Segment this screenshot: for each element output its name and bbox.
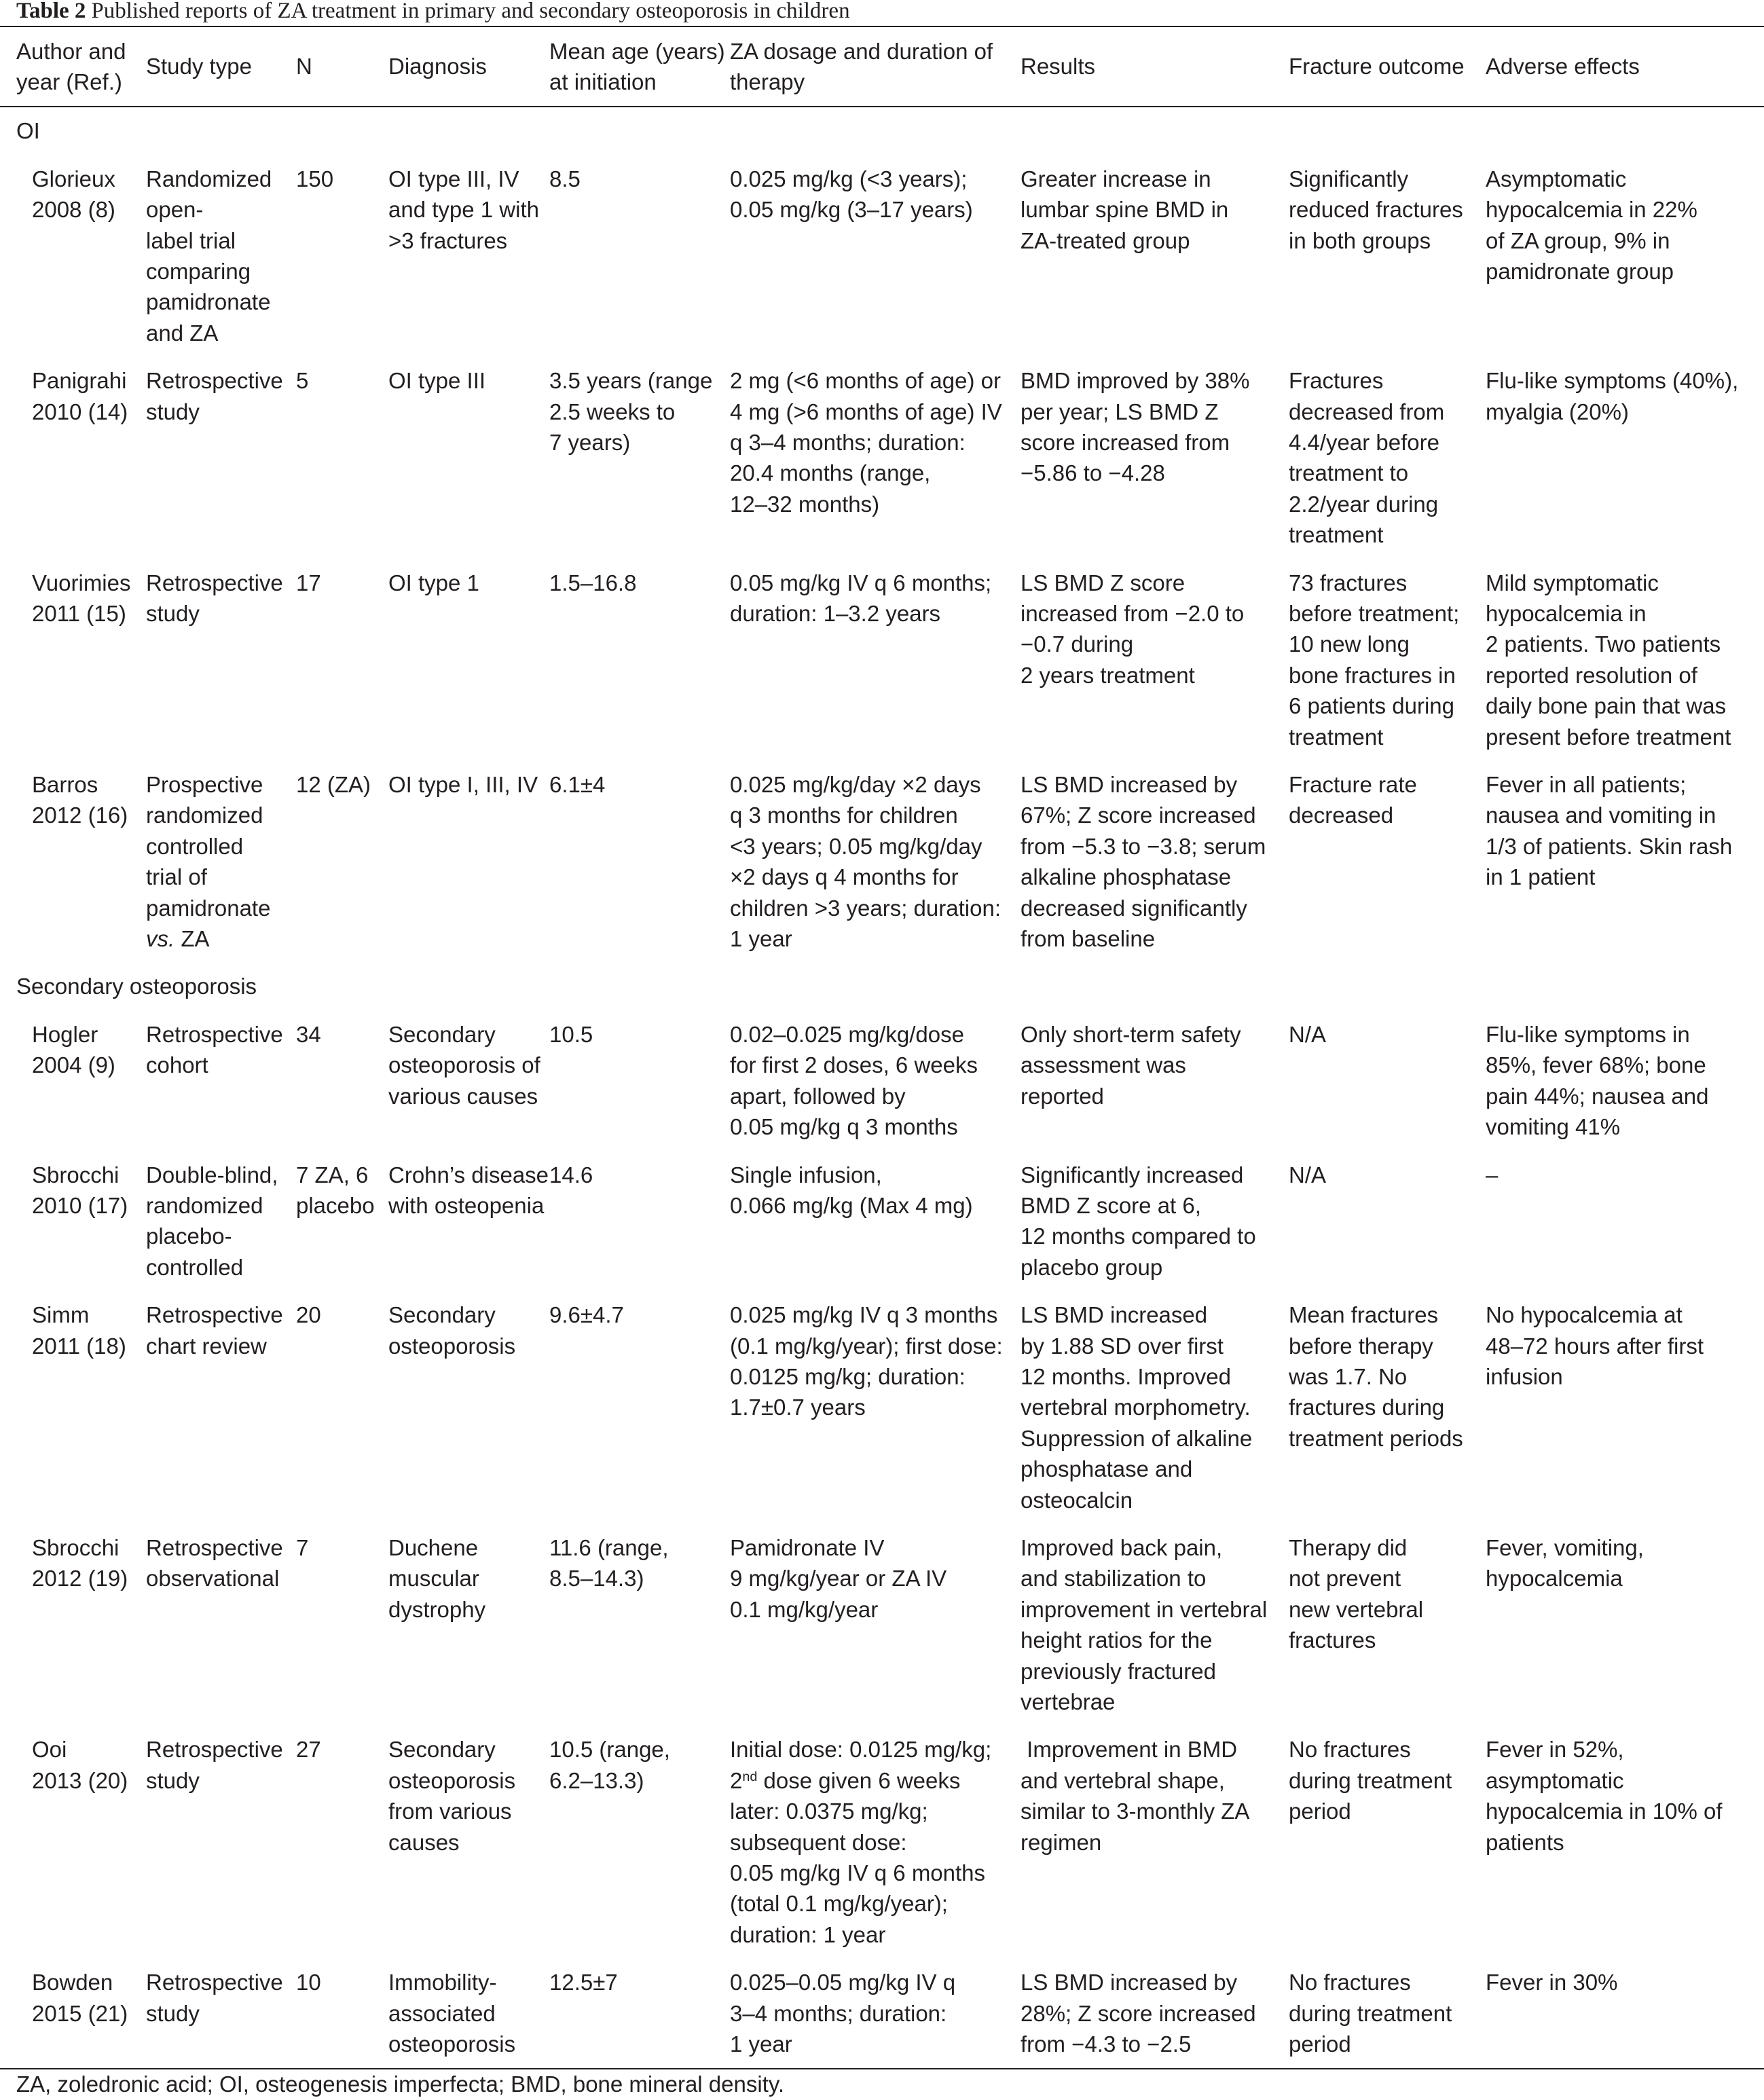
column-header-adverse-effects <box>1486 27 1764 107</box>
cell-fracture-outcome <box>1289 559 1486 760</box>
section-label-text: OI <box>16 118 40 144</box>
cell-dosage <box>730 1726 1021 1959</box>
cell-adverse-effects <box>1486 1726 1764 1959</box>
column-header-label: Mean age (years) at initiation <box>549 38 725 94</box>
cell-mean-age <box>549 559 730 760</box>
cell-text: N/A <box>1289 1021 1327 1047</box>
cell-dosage <box>730 1151 1021 1291</box>
cell-text: Double-blind, randomized placebo- controlled <box>146 1162 278 1280</box>
cell-adverse-effects <box>1486 761 1764 963</box>
cell-author <box>0 559 146 760</box>
table-row <box>0 357 1764 559</box>
cell-n <box>296 155 388 356</box>
cell-text: Sbrocchi 2010 (17) <box>32 1162 128 1218</box>
cell-diagnosis <box>388 761 549 963</box>
column-header-n <box>296 27 388 107</box>
table-number-label: Table 2 <box>16 0 86 23</box>
cell-n <box>296 1726 388 1959</box>
superscript-text: nd <box>742 1769 758 1784</box>
cell-n <box>296 357 388 559</box>
cell-results <box>1021 1524 1289 1725</box>
table-row <box>0 1726 1764 1959</box>
cell-n <box>296 1959 388 2069</box>
column-header-results <box>1021 27 1289 107</box>
cell-text: N/A <box>1289 1162 1327 1187</box>
text-segment: Prospective randomized controlled trial of pamidronate <box>146 772 271 921</box>
cell-mean-age <box>549 761 730 963</box>
cell-text: No fractures during treatment period <box>1289 1737 1452 1824</box>
cell-results <box>1021 559 1289 760</box>
cell-author <box>0 1010 146 1151</box>
cell-study-type <box>146 155 296 356</box>
section-label <box>0 107 1764 155</box>
cell-dosage <box>730 357 1021 559</box>
header-row <box>0 27 1764 107</box>
cell-study-type <box>146 1151 296 1291</box>
cell-fracture-outcome <box>1289 357 1486 559</box>
cell-results <box>1021 357 1289 559</box>
cell-text: Retrospective study <box>146 570 283 626</box>
cell-author <box>0 1291 146 1524</box>
cell-author <box>0 357 146 559</box>
cell-study-type <box>146 1726 296 1959</box>
cell-text: Retrospective study <box>146 368 283 424</box>
cell-author <box>0 1151 146 1291</box>
cell-fracture-outcome <box>1289 1959 1486 2069</box>
cell-text: Retrospective chart review <box>146 1302 283 1359</box>
table-row <box>0 1151 1764 1291</box>
cell-n <box>296 1010 388 1151</box>
cell-study-type <box>146 1959 296 2069</box>
cell-study-type <box>146 1524 296 1725</box>
cell-text: 12 (ZA) <box>296 772 371 798</box>
cell-text: Sbrocchi 2012 (19) <box>32 1534 128 1591</box>
cell-text: 3.5 years (range 2.5 weeks to 7 years) <box>549 368 713 455</box>
cell-text: Secondary osteoporosis of various causes <box>388 1021 540 1109</box>
cell-text: Fever, vomiting, hypocalcemia <box>1486 1534 1644 1591</box>
cell-text: 5 <box>296 368 309 394</box>
cell-text: OI type I, III, IV <box>388 772 538 798</box>
cell-text: No fractures during treatment period <box>1289 1970 1452 2057</box>
column-header-label: Adverse effects <box>1486 54 1640 79</box>
cell-text <box>146 769 296 954</box>
italic-text: vs. <box>146 926 175 952</box>
cell-mean-age <box>549 1726 730 1959</box>
cell-mean-age <box>549 1010 730 1151</box>
cell-results <box>1021 1151 1289 1291</box>
table-row <box>0 761 1764 963</box>
cell-results <box>1021 1959 1289 2069</box>
cell-adverse-effects <box>1486 1524 1764 1725</box>
cell-mean-age <box>549 357 730 559</box>
cell-text: 0.05 mg/kg IV q 6 months; duration: 1–3.2 years <box>730 570 992 626</box>
cell-text: Retrospective cohort <box>146 1021 283 1078</box>
cell-text <box>730 1734 1021 1950</box>
cell-diagnosis <box>388 1524 549 1725</box>
cell-text: LS BMD Z score increased from −2.0 to −0.7 during 2 years treatment <box>1021 570 1245 688</box>
cell-text: 2 mg (<6 months of age) or 4 mg (>6 months of age) IV q 3–4 months; duration: 20.4 months (range, 12–32 months) <box>730 368 1002 517</box>
cell-adverse-effects <box>1486 559 1764 760</box>
cell-fracture-outcome <box>1289 761 1486 963</box>
cell-text: 9.6±4.7 <box>549 1302 624 1328</box>
cell-text: Significantly reduced fractures in both groups <box>1289 166 1463 253</box>
cell-text: Fever in 30% <box>1486 1970 1618 1995</box>
cell-text: 0.025–0.05 mg/kg IV q 3–4 months; duration: 1 year <box>730 1970 956 2057</box>
column-header-fracture-outcome <box>1289 27 1486 107</box>
cell-text: LS BMD increased by 1.88 SD over first 12 months. Improved vertebral morphometry. Suppression of alkaline phosphatase and osteocalcin <box>1021 1302 1253 1513</box>
column-header-label: Results <box>1021 54 1096 79</box>
column-header-label: Diagnosis <box>388 54 487 79</box>
cell-text: 7 ZA, 6 placebo <box>296 1162 375 1218</box>
table-row <box>0 559 1764 760</box>
cell-text: Retrospective study <box>146 1737 283 1793</box>
cell-adverse-effects <box>1486 1959 1764 2069</box>
cell-text: LS BMD increased by 67%; Z score increased from −5.3 to −3.8; serum alkaline phosphatase decreased significantly from baseline <box>1021 772 1266 952</box>
cell-text: 34 <box>296 1021 321 1047</box>
cell-text: 73 fractures before treatment; 10 new long bone fractures in 6 patients during treatment <box>1289 570 1460 750</box>
cell-dosage <box>730 155 1021 356</box>
cell-text: Hogler 2004 (9) <box>32 1021 115 1078</box>
table-title-text: Published reports of ZA treatment in primary and secondary osteoporosis in children <box>91 0 850 23</box>
cell-text: BMD improved by 38% per year; LS BMD Z score increased from −5.86 to −4.28 <box>1021 368 1250 486</box>
cell-text: Improved back pain, and stabilization to improvement in vertebral height ratios for the previously fractured vertebrae <box>1021 1534 1268 1714</box>
cell-results <box>1021 1291 1289 1524</box>
table-row <box>0 1524 1764 1725</box>
table-body <box>0 107 1764 2069</box>
cell-results <box>1021 1726 1289 1959</box>
cell-adverse-effects <box>1486 1291 1764 1524</box>
cell-author <box>0 1726 146 1959</box>
table-row <box>0 1291 1764 1524</box>
column-header-label: Fracture outcome <box>1289 54 1465 79</box>
cell-results <box>1021 1010 1289 1151</box>
cell-results <box>1021 761 1289 963</box>
cell-text: OI type III, IV and type 1 with >3 fractures <box>388 166 539 253</box>
cell-text: Barros 2012 (16) <box>32 772 128 828</box>
column-header-dosage <box>730 27 1021 107</box>
cell-results <box>1021 155 1289 356</box>
cell-text: 17 <box>296 570 321 595</box>
cell-text: LS BMD increased by 28%; Z score increased from −4.3 to −2.5 <box>1021 1970 1256 2057</box>
cell-study-type <box>146 1010 296 1151</box>
cell-fracture-outcome <box>1289 1010 1486 1151</box>
column-header-study-type <box>146 27 296 107</box>
cell-text: Ooi 2013 (20) <box>32 1737 128 1793</box>
column-header-label: Study type <box>146 54 252 79</box>
cell-dosage <box>730 761 1021 963</box>
table-row <box>0 1959 1764 2069</box>
cell-text: Duchene muscular dystrophy <box>388 1534 486 1622</box>
column-header-label: Author and year (Ref.) <box>16 38 126 94</box>
cell-diagnosis <box>388 1726 549 1959</box>
cell-author <box>0 761 146 963</box>
cell-diagnosis <box>388 1291 549 1524</box>
cell-text: Secondary osteoporosis <box>388 1302 516 1359</box>
cell-text: Flu-like symptoms in 85%, fever 68%; bone pain 44%; nausea and vomiting 41% <box>1486 1021 1709 1140</box>
cell-text: 6.1±4 <box>549 772 606 798</box>
cell-n <box>296 761 388 963</box>
cell-diagnosis <box>388 1959 549 2069</box>
cell-text: Vuorimies 2011 (15) <box>32 570 131 626</box>
cell-text: Therapy did not prevent new vertebral fractures <box>1289 1534 1424 1653</box>
text-segment: dose given 6 weeks later: 0.0375 mg/kg; subsequent dose: 0.05 mg/kg IV q 6 months (total 0.1 mg/kg/year); duration: 1 year <box>730 1767 986 1947</box>
text-segment: Initial dose: 0.0125 mg/kg; 2 <box>730 1737 992 1793</box>
cell-text: 8.5 <box>549 166 581 191</box>
cell-text: 10.5 <box>549 1021 593 1047</box>
cell-diagnosis <box>388 559 549 760</box>
cell-text: Improvement in BMD and vertebral shape, similar to 3-monthly ZA regimen <box>1021 1737 1250 1855</box>
cell-dosage <box>730 1959 1021 2069</box>
cell-text: Mild symptomatic hypocalcemia in 2 patients. Two patients reported resolution of daily bone pain that was present before treatment <box>1486 570 1731 750</box>
cell-study-type <box>146 357 296 559</box>
cell-text: Retrospective study <box>146 1970 283 2026</box>
table-footnote: ZA, zoledronic acid; OI, osteogenesis imperfecta; BMD, bone mineral density. <box>16 2071 785 2097</box>
column-header-author <box>0 27 146 107</box>
cell-text: 0.025 mg/kg IV q 3 months (0.1 mg/kg/year); first dose: 0.0125 mg/kg; duration: 1.7±0.7 years <box>730 1302 1003 1420</box>
cell-diagnosis <box>388 1010 549 1151</box>
cell-mean-age <box>549 1291 730 1524</box>
cell-dosage <box>730 559 1021 760</box>
cell-text: 10.5 (range, 6.2–13.3) <box>549 1737 670 1793</box>
cell-diagnosis <box>388 1151 549 1291</box>
cell-text: Retrospective observational <box>146 1534 283 1591</box>
text-segment: ZA <box>174 926 210 952</box>
cell-text: Asymptomatic hypocalcemia in 22% of ZA group, 9% in pamidronate group <box>1486 166 1697 284</box>
cell-fracture-outcome <box>1289 1151 1486 1291</box>
cell-text: 27 <box>296 1737 321 1763</box>
table-row <box>0 1010 1764 1151</box>
cell-text: OI type III <box>388 368 486 394</box>
cell-text: Mean fractures before therapy was 1.7. No fractures during treatment periods <box>1289 1302 1463 1451</box>
column-header-label: N <box>296 54 312 79</box>
cell-text: 7 <box>296 1534 309 1560</box>
cell-diagnosis <box>388 155 549 356</box>
cell-text: 14.6 <box>549 1162 593 1187</box>
section-header-row <box>0 963 1764 1010</box>
cell-text: Crohn’s disease with osteopenia <box>388 1162 549 1218</box>
section-label-text: Secondary osteoporosis <box>16 974 257 999</box>
column-header-mean-age <box>549 27 730 107</box>
cell-text: 20 <box>296 1302 321 1328</box>
cell-text: 150 <box>296 166 334 191</box>
cell-text: 0.025 mg/kg (<3 years); 0.05 mg/kg (3–17 years) <box>730 166 973 223</box>
cell-text: Simm 2011 (18) <box>32 1302 126 1359</box>
column-header-diagnosis <box>388 27 549 107</box>
cell-mean-age <box>549 1524 730 1725</box>
cell-n <box>296 1291 388 1524</box>
cell-dosage <box>730 1524 1021 1725</box>
cell-text: 0.02–0.025 mg/kg/dose for first 2 doses, 6 weeks apart, followed by 0.05 mg/kg q 3 months <box>730 1021 978 1140</box>
cell-text: – <box>1486 1162 1499 1187</box>
table-header <box>0 27 1764 107</box>
cell-adverse-effects <box>1486 155 1764 356</box>
cell-adverse-effects <box>1486 357 1764 559</box>
cell-author <box>0 1524 146 1725</box>
column-header-label: ZA dosage and duration of therapy <box>730 38 993 94</box>
cell-text: No hypocalcemia at 48–72 hours after first infusion <box>1486 1302 1704 1389</box>
cell-adverse-effects <box>1486 1151 1764 1291</box>
cell-text: Glorieux 2008 (8) <box>32 166 115 223</box>
cell-fracture-outcome <box>1289 155 1486 356</box>
cell-text: Flu-like symptoms (40%), myalgia (20%) <box>1486 368 1739 424</box>
cell-mean-age <box>549 155 730 356</box>
cell-text: Immobility- associated osteoporosis <box>388 1970 516 2057</box>
cell-text: Only short-term safety assessment was reported <box>1021 1021 1241 1109</box>
cell-text: 0.025 mg/kg/day ×2 days q 3 months for children <3 years; 0.05 mg/kg/day ×2 days q 4 months for children >3 years; duration: 1 year <box>730 772 1001 952</box>
cell-text: Fever in all patients; nausea and vomiting in 1/3 of patients. Skin rash in 1 patient <box>1486 772 1733 890</box>
cell-fracture-outcome <box>1289 1524 1486 1725</box>
cell-text: 11.6 (range, 8.5–14.3) <box>549 1534 669 1591</box>
reports-table <box>0 27 1764 2069</box>
cell-text: Significantly increased BMD Z score at 6, 12 months compared to placebo group <box>1021 1162 1256 1280</box>
cell-diagnosis <box>388 357 549 559</box>
table-title <box>0 0 1764 26</box>
cell-n <box>296 1524 388 1725</box>
cell-fracture-outcome <box>1289 1726 1486 1959</box>
cell-text: Randomized open- label trial comparing pamidronate and ZA <box>146 166 272 346</box>
cell-adverse-effects <box>1486 1010 1764 1151</box>
cell-text: 1.5–16.8 <box>549 570 637 595</box>
cell-text: Single infusion, 0.066 mg/kg (Max 4 mg) <box>730 1162 973 1218</box>
cell-study-type <box>146 1291 296 1524</box>
cell-text: Greater increase in lumbar spine BMD in ZA-treated group <box>1021 166 1229 253</box>
section-label <box>0 963 1764 1010</box>
cell-n <box>296 559 388 760</box>
cell-text: Secondary osteoporosis from various causes <box>388 1737 516 1855</box>
cell-mean-age <box>549 1959 730 2069</box>
cell-study-type <box>146 559 296 760</box>
cell-author <box>0 1959 146 2069</box>
cell-text: 10 <box>296 1970 321 1995</box>
cell-mean-age <box>549 1151 730 1291</box>
cell-study-type <box>146 761 296 963</box>
cell-text: Pamidronate IV 9 mg/kg/year or ZA IV 0.1 mg/kg/year <box>730 1534 947 1622</box>
cell-text: Fracture rate decreased <box>1289 772 1417 828</box>
cell-text: Fever in 52%, asymptomatic hypocalcemia in 10% of patients <box>1486 1737 1723 1855</box>
cell-text: OI type 1 <box>388 570 479 595</box>
cell-fracture-outcome <box>1289 1291 1486 1524</box>
cell-text: Panigrahi 2010 (14) <box>32 368 128 424</box>
table-row <box>0 155 1764 356</box>
cell-text: 12.5±7 <box>549 1970 618 1995</box>
cell-text: Bowden 2015 (21) <box>32 1970 128 2026</box>
cell-n <box>296 1151 388 1291</box>
cell-text: Fractures decreased from 4.4/year before treatment to 2.2/year during treatment <box>1289 368 1445 548</box>
cell-author <box>0 155 146 356</box>
cell-dosage <box>730 1010 1021 1151</box>
cell-dosage <box>730 1291 1021 1524</box>
section-header-row <box>0 107 1764 155</box>
